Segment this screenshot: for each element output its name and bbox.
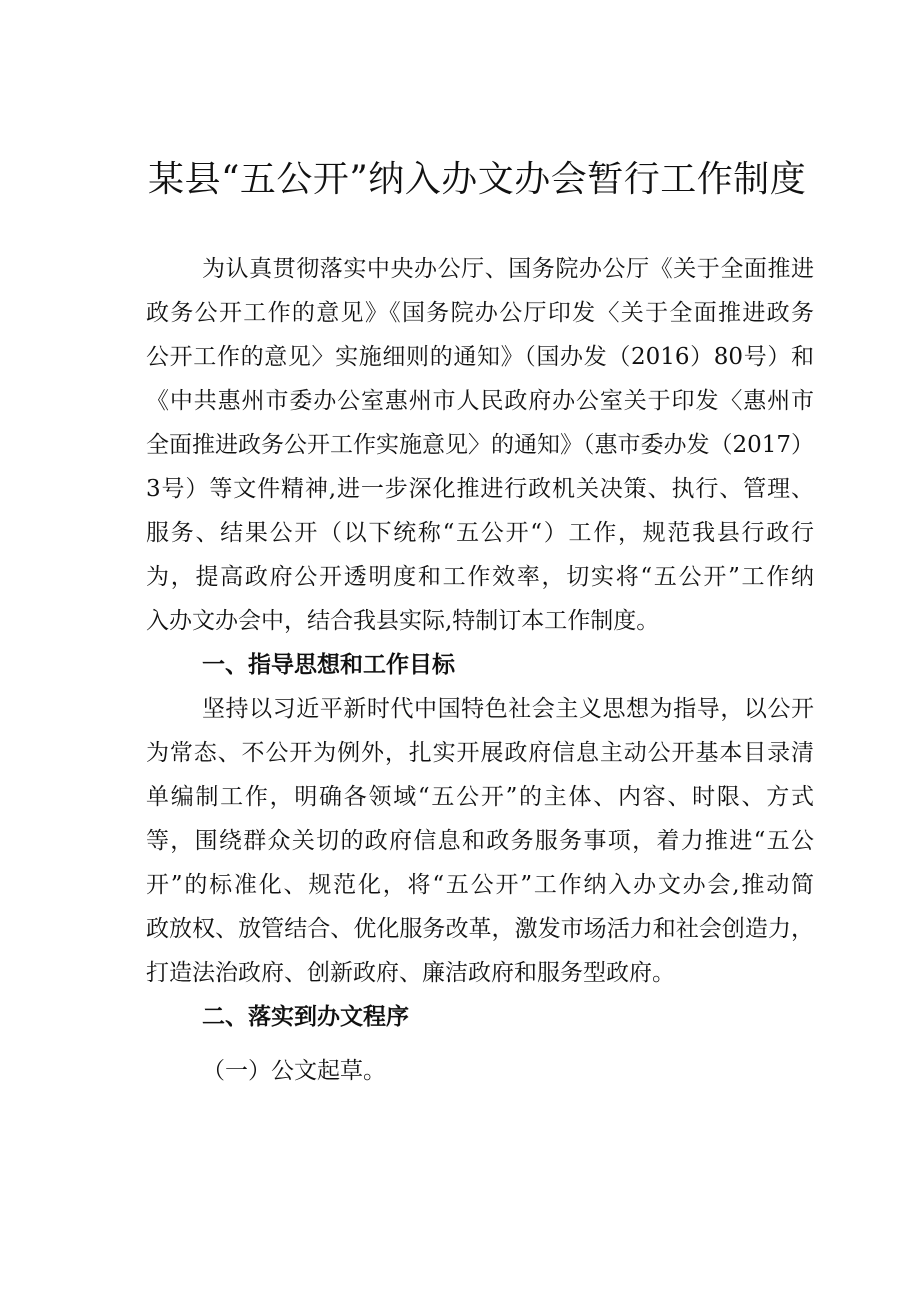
section1-line-2: 为常态、不公开为例外，扎实开展政府信息主动公开基本目录清: [146, 740, 814, 766]
section1-line-1: 坚持以习近平新时代中国特色社会主义思想为指导，以公开: [202, 696, 814, 722]
section2-heading: 二、落实到办文程序: [202, 1004, 409, 1030]
section1-heading: 一、指导思想和工作目标: [202, 652, 455, 678]
intro-line-6: 3号）等文件精神,进一步深化推进行政机关决策、执行、管理、: [146, 476, 814, 502]
intro-line-5: 全面推进政务公开工作实施意见〉的通知》（惠市委办发（2017）: [146, 432, 815, 458]
intro-line-7: 服务、结果公开（以下统称“五公开“）工作，规范我县行政行: [146, 520, 814, 546]
intro-line-3: 公开工作的意见〉实施细则的通知》（国办发（2016）80号）和: [146, 344, 814, 370]
document-title: 某县“五公开”纳入办文办会暂行工作制度: [148, 159, 807, 200]
section1-line-4: 等，围绕群众关切的政府信息和政务服务事项，着力推进“五公: [146, 828, 814, 854]
section2-item-1: （一）公文起草。: [202, 1058, 386, 1084]
section1-line-5: 开”的标准化、规范化，将“五公开”工作纳入办文办会,推动简: [146, 872, 814, 898]
intro-line-9: 入办文办会中，结合我县实际,特制订本工作制度。: [146, 608, 660, 634]
section1-line-6: 政放权、放管结合、优化服务改革，激发市场活力和社会创造力，: [146, 916, 814, 942]
intro-line-2: 政务公开工作的意见》《国务院办公厅印发〈关于全面推进政务: [146, 300, 814, 326]
section1-line-3: 单编制工作，明确各领域“五公开”的主体、内容、时限、方式: [146, 784, 814, 810]
intro-line-1: 为认真贯彻落实中央办公厅、国务院办公厅《关于全面推进: [202, 256, 814, 282]
intro-line-4: 《中共惠州市委办公室惠州市人民政府办公室关于印发〈惠州市: [146, 388, 814, 414]
intro-line-8: 为，提高政府公开透明度和工作效率，切实将“五公开”工作纳: [146, 564, 814, 590]
section1-line-7: 打造法治政府、创新政府、廉洁政府和服务型政府。: [146, 960, 675, 986]
